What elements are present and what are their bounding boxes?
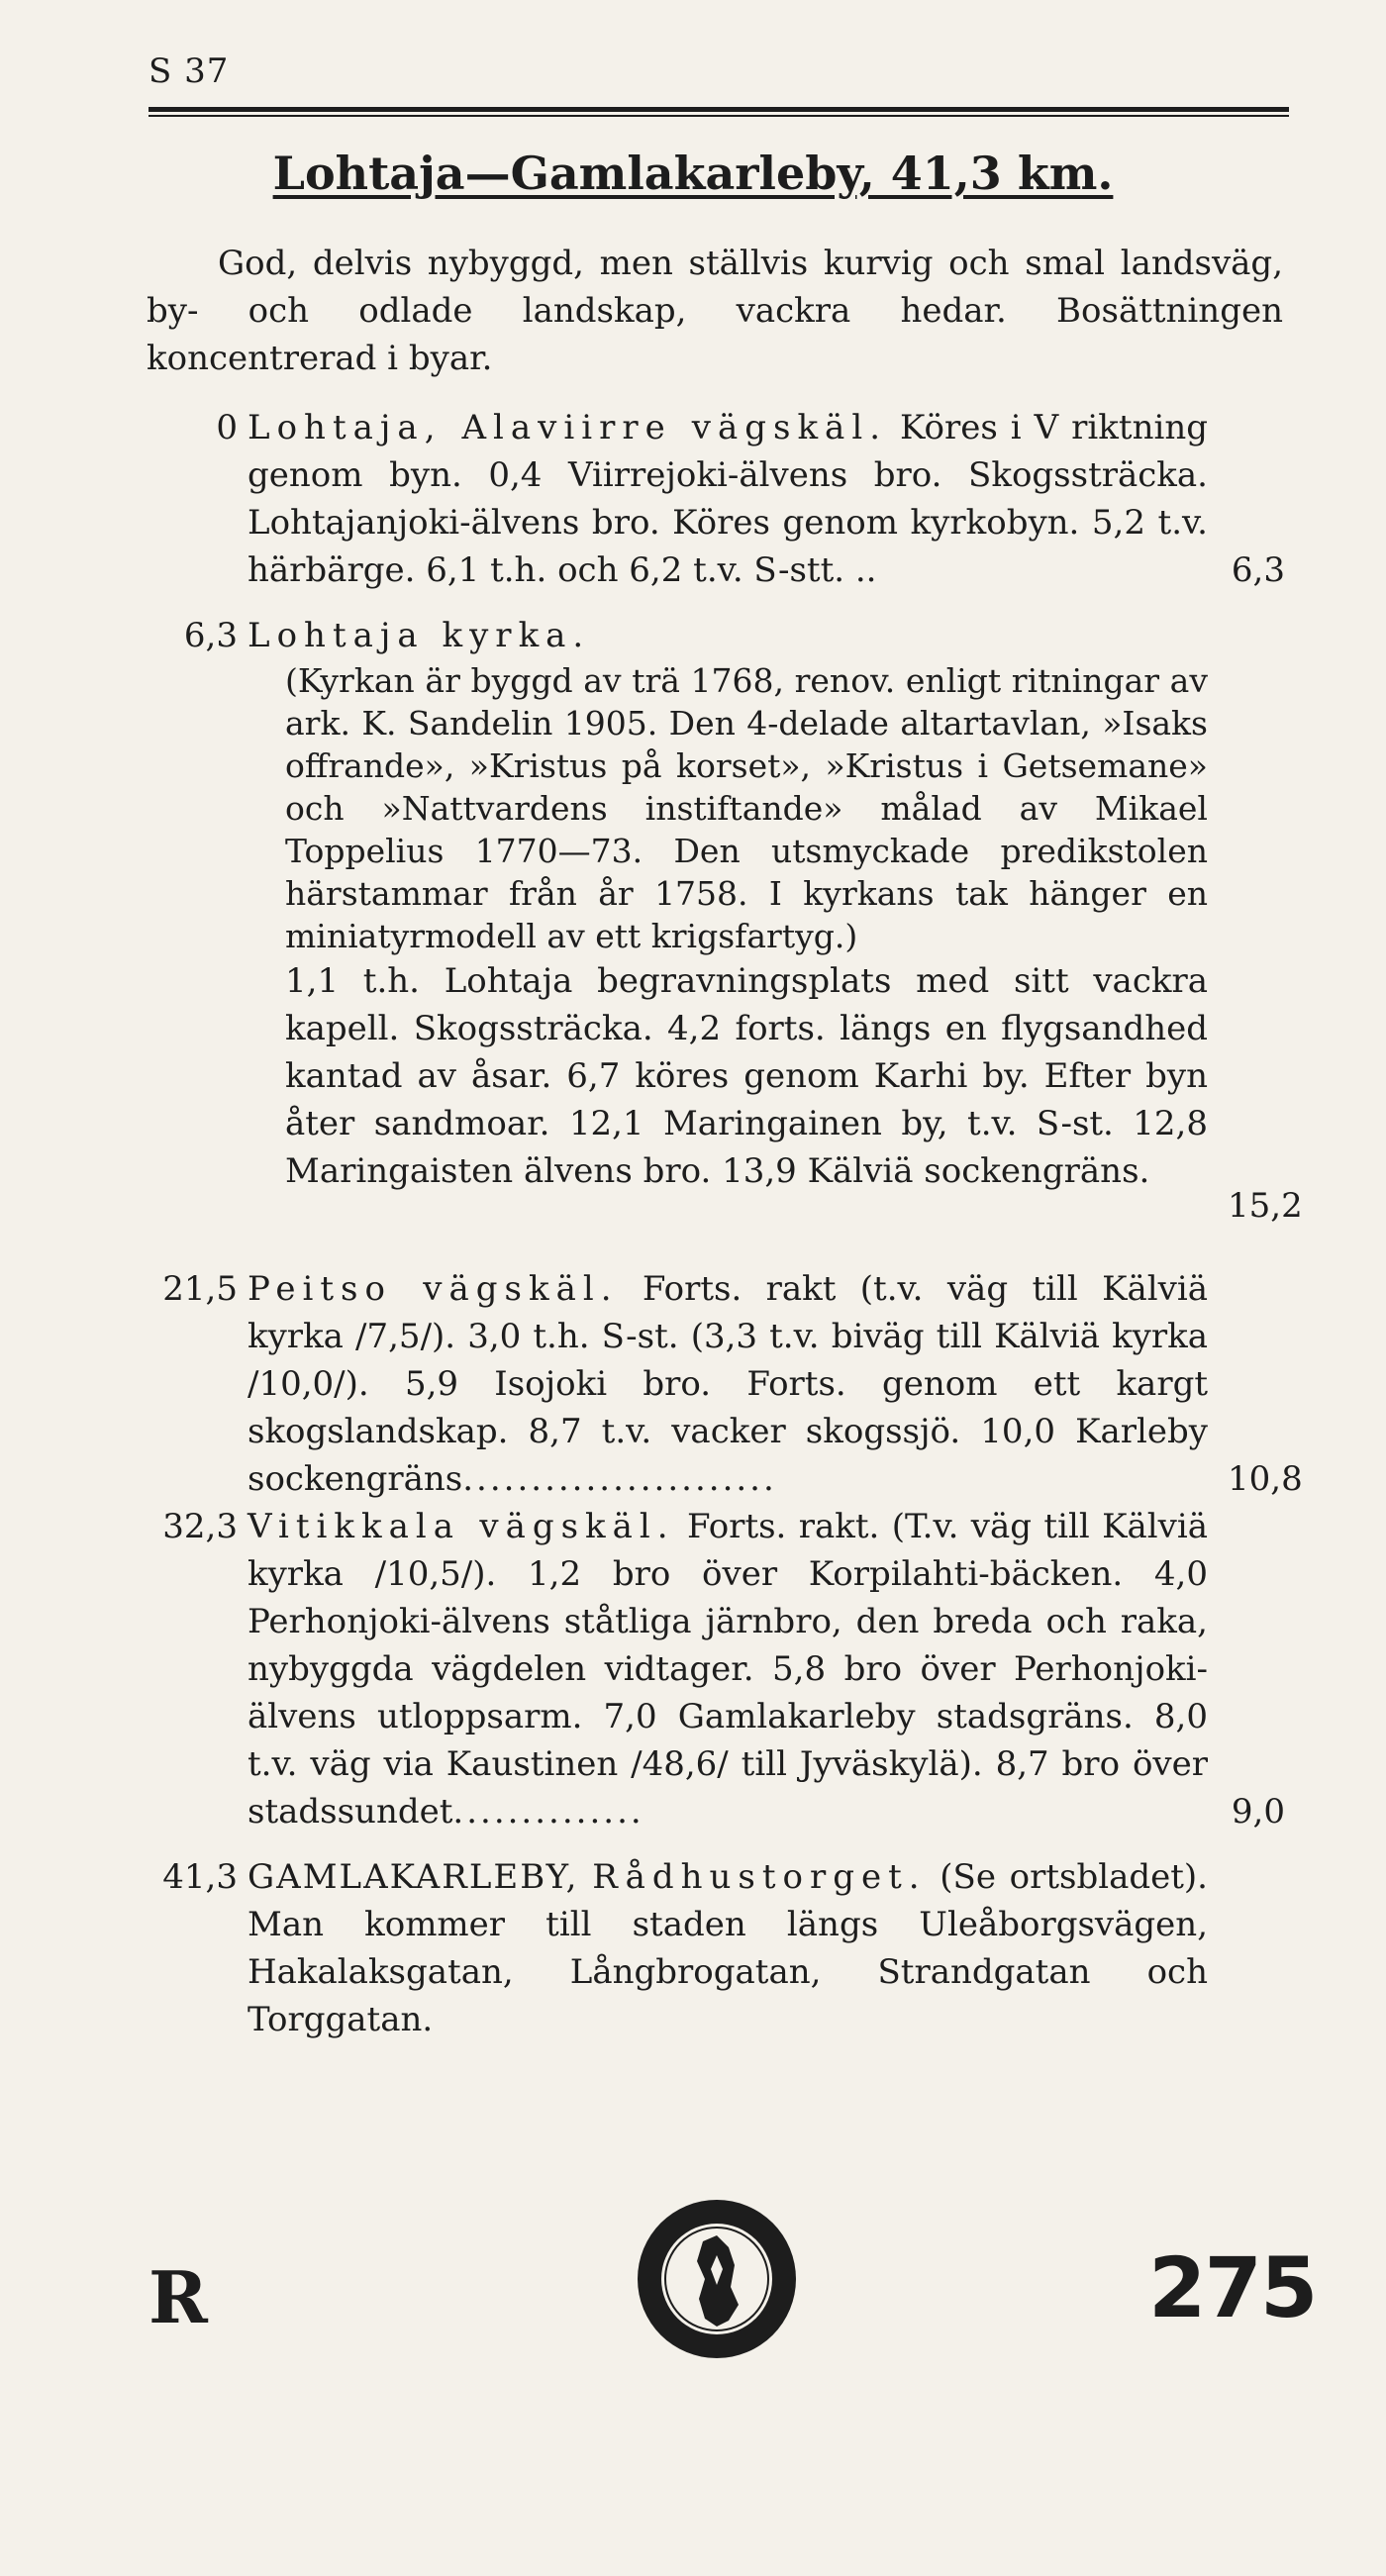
entry-end-km: 9,0 bbox=[1231, 1792, 1285, 1832]
entry-text bbox=[248, 404, 1208, 594]
entry-km: 0 bbox=[216, 408, 238, 447]
page-number: 275 bbox=[1148, 2239, 1317, 2336]
entry-end-km: 15,2 bbox=[1228, 1186, 1303, 1226]
entry-place: Lohtaja, Alaviirre vägskäl. bbox=[248, 408, 888, 447]
entry-description: Forts. rakt (t.v. väg till Kälviä kyrka /7,5/). 3,0 t.h. S-st. (3,3 t.v. biväg till Kälviä kyrka /10,0/). 5,9 Isojoki bro. Forts. genom ett kargt skogslandskap. 8,7 t.v. vacker skogssjö. 10,0 Karleby sockengräns bbox=[248, 1269, 1208, 1499]
header-rule-thin bbox=[148, 115, 1289, 117]
entry-note: (Kyrkan är byggd av trä 1768, renov. enligt ritningar av ark. K. Sandelin 1905. Den 4-delade altartavlan, »Isaks offrande», »Kristus på korset», »Kristus i Getsemane» och »Nattvardens instiftande» målad av Mikael Toppelius 1770—73. Den utsmyckade predikstolen härstammar från år 1758. I kyrkans tak hänger en miniatyrmodell av ett krigsfartyg.) bbox=[285, 661, 1208, 955]
entry-description: Forts. rakt. (T.v. väg till Kälviä kyrka /10,5/). 1,2 bro över Korpilahti-bäcken. 4,0 Perhonjoki-älvens ståtliga järnbro, den breda och raka, nybyggda vägdelen vidtager. 5,8 bro över Perhonjoki-älvens utloppsarm. 7,0 Gamlakarleby stadsgräns. 8,0 t.v. väg via Kaustinen /48,6/ till Jyväskylä). 8,7 bro över stadssundet bbox=[248, 1507, 1208, 1832]
entry-km: 21,5 bbox=[162, 1269, 238, 1309]
entry-text bbox=[248, 1503, 1208, 1835]
touring-club-emblem-icon bbox=[634, 2196, 800, 2362]
entry-text bbox=[248, 1265, 1208, 1503]
route-title: Lohtaja—Gamlakarleby, 41,3 km. bbox=[272, 147, 1114, 200]
entry-end-km: 6,3 bbox=[1231, 550, 1285, 590]
entry-place-sub: Rådhustorget. bbox=[592, 1857, 927, 1897]
entry-km: 32,3 bbox=[162, 1507, 238, 1546]
entry-text bbox=[248, 1853, 1208, 2043]
page-code: S 37 bbox=[148, 51, 230, 91]
entry-description: 1,1 t.h. Lohtaja begravningsplats med sitt vackra kapell. Skogssträcka. 4,2 forts. längs en flygsandhed kantad av åsar. 6,7 köres genom Karhi by. Efter byn åter sandmoar. 12,1 Maringainen by, t.v. S-st. 12,8 Maringaisten älvens bro. 13,9 Kälviä sockengräns. bbox=[285, 961, 1208, 1191]
entry-end-km: 10,8 bbox=[1228, 1459, 1303, 1499]
entry-place: Lohtaja kyrka. bbox=[248, 616, 591, 655]
entry-description: Köres i V riktning genom byn. 0,4 Viirrejoki-älvens bro. Skogssträcka. Lohtajanjoki-älvens bro. Köres genom kyrkobyn. 5,2 t.v. härbärge. 6,1 t.h. och 6,2 t.v. S-stt. .. bbox=[248, 408, 1208, 590]
entry-place: Vitikkala vägskäl. bbox=[248, 1507, 675, 1546]
entry-place: GAMLAKARLEBY, bbox=[248, 1857, 579, 1897]
route-description: God, delvis nybyggd, men ställvis kurvig och smal landsväg, by- och odlade landskap, vackra hedar. Bosättningen koncentrerad i byar. bbox=[147, 244, 1283, 378]
leader-dots: ....................... bbox=[462, 1459, 777, 1499]
leader-dots: .............. bbox=[452, 1792, 644, 1832]
header-rule-thick bbox=[148, 107, 1289, 112]
entry-text bbox=[248, 612, 1208, 1195]
entry-km: 41,3 bbox=[162, 1857, 238, 1897]
entry-place: Peitso vägskäl. bbox=[248, 1269, 619, 1309]
entry-description: (Se ortsbladet). Man kommer till staden längs Uleåborgsvägen, Hakalaksgatan, Långbrogatan, Strandgatan och Torggatan. bbox=[248, 1857, 1208, 2039]
footer-mark: R bbox=[148, 2255, 208, 2339]
entry-km: 6,3 bbox=[183, 616, 238, 655]
